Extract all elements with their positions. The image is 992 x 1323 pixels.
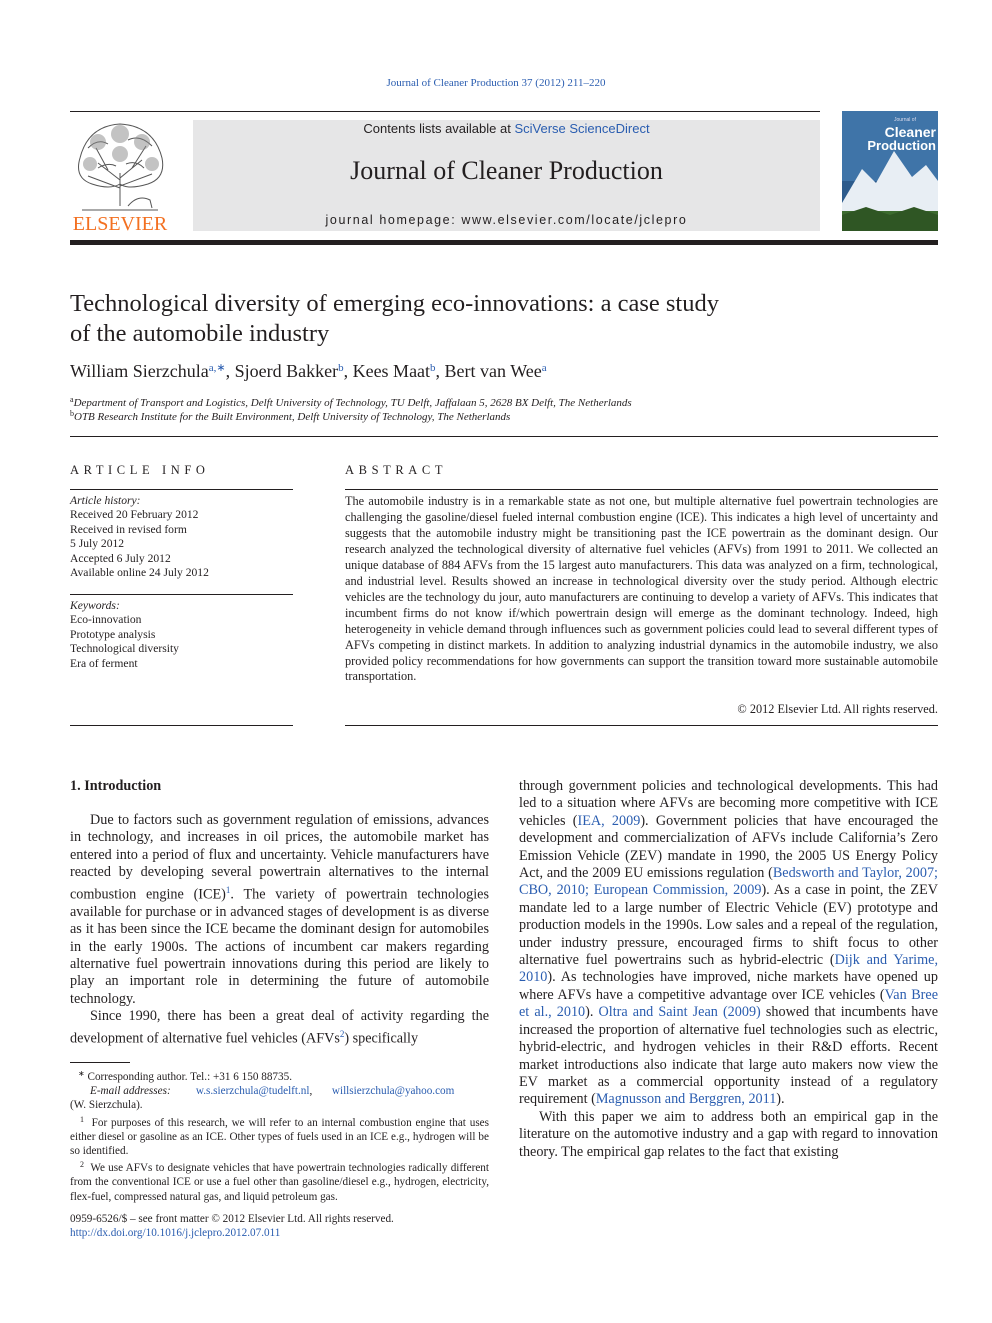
citation-link[interactable]: Bedsworth and Taylor, 2007; CBO, 2010; European Commission, 2009 <box>519 865 938 899</box>
intro-text: through government policies and technological developments. This had led to a situation where AFVs are becoming more competitive with ICE vehicles ( <box>519 778 938 829</box>
cover-journal-of: Journal of <box>894 117 916 123</box>
intro-text: ). <box>585 1004 599 1021</box>
author-affiliation-mark[interactable]: a,∗ <box>208 362 226 374</box>
author-affiliation-mark[interactable]: b <box>338 362 344 374</box>
keywords-label: Keywords: <box>70 599 120 612</box>
intro-text: Due to factors such as government regulation of emissions, advances in technology, and increases in oil prices, the automobile market has entered into a period of flux and uncertainty. Vehicle manufacturers have reacted by developing several powertrain alternatives to the internal combustion engine (ICE) <box>70 812 489 903</box>
intro-text: ). Government policies that have encouraged the development and commercialization of AFVs include California’s Zero Emission Vehicle (ZEV) mandate in 1990, the 2005 US Energy Policy Act, and the 2009 EU emissions regulation ( <box>519 812 938 882</box>
keyword: Era of ferment <box>70 656 138 670</box>
section-heading-introduction: 1. Introduction <box>70 778 162 794</box>
email-label: E-mail addresses: <box>90 1085 171 1098</box>
intro-right-column <box>519 778 938 1161</box>
author-name[interactable]: William Sierzchula <box>70 361 209 381</box>
intro-left-column <box>70 812 489 1048</box>
masthead-rule <box>70 240 938 245</box>
author-separator: , <box>343 361 353 381</box>
intro-text: ) specifically <box>344 1030 419 1047</box>
affiliation-mark: b <box>70 409 74 418</box>
cover-title-1: Cleaner <box>884 124 936 140</box>
affiliation-mark: a <box>70 395 74 404</box>
journal-cover-image <box>842 111 938 231</box>
contents-prefix: Contents lists available at <box>363 121 515 136</box>
citation-link[interactable]: Magnusson and Berggren, 2011 <box>595 1091 777 1108</box>
author-name[interactable]: Sjoerd Bakker <box>234 361 339 381</box>
footnote-email: E-mail addresses: w.s.sierzchula@tudelft.nl, willsierzchula@yahoo.com <box>90 1085 455 1098</box>
keyword: Technological diversity <box>70 642 179 656</box>
sciencedirect-link[interactable]: SciVerse ScienceDirect <box>514 121 650 136</box>
footnote-ref[interactable]: 2 <box>339 1028 345 1039</box>
intro-paragraph-4: With this paper we aim to address both an empirical gap in the literature on the automotive industry and a gap with regard to innovation theory. The empirical gap relates to the fact that existing <box>519 1108 938 1160</box>
history-item: Received in revised form <box>70 522 187 536</box>
intro-text: ). <box>776 1091 785 1108</box>
keywords <box>70 599 293 671</box>
journal-title: Journal of Cleaner Production <box>350 156 663 185</box>
email-link[interactable]: w.s.sierzchula@tudelft.nl <box>195 1085 310 1098</box>
citation-link[interactable]: Oltra and Saint Jean (2009) <box>598 1004 761 1021</box>
abstract-copyright: © 2012 Elsevier Ltd. All rights reserved. <box>737 702 938 716</box>
abstract-heading: ABSTRACT <box>345 463 448 477</box>
keyword: Prototype analysis <box>70 627 156 641</box>
keywords-rule <box>70 594 293 595</box>
article-title <box>70 289 930 349</box>
affiliation-text: Department of Transport and Logistics, Delft University of Technology, TU Delft, Jaffalaan 5, 2628 BX Delft, The Netherlands <box>73 397 632 409</box>
footnote-2: $^2$ We use AFVs to designate vehicles that have powertrain technologies radically different from the conventional ICE or use a fuel other than gasoline/diesel e.g., hydrogen, electricity, flex-fuel, compressed natural gas, and liquid petroleum gas. <box>70 1160 490 1203</box>
contents-line <box>193 121 820 136</box>
author-separator: , <box>225 361 235 381</box>
page-footer <box>70 1212 394 1240</box>
author-separator: , <box>435 361 445 381</box>
footnotes <box>70 1067 489 1204</box>
journal-homepage[interactable]: journal homepage: www.elsevier.com/locate/jclepro <box>325 213 688 227</box>
cover-title-2: Production <box>867 138 936 153</box>
abstract-bottom-rule <box>345 725 938 726</box>
author-affiliation-mark[interactable]: b <box>430 362 436 374</box>
intro-text: showed that incumbents have increased the proportion of alternative fuel technologies such as electric, hybrid-electric, and hydrogen vehicles in their R&D efforts. Recent market introductions also indicate that large auto makers now view the EV market as a commercial opportunity instead of a regulatory requirement ( <box>519 1004 938 1108</box>
history-item: Accepted 6 July 2012 <box>70 551 171 565</box>
footnote-text: We use AFVs to designate vehicles that have powertrain technologies radically different from the conventional ICE or use a fuel other than gasoline/diesel e.g., hydrogen, electricity, flex-fuel, compressed natural gas, and liquid petroleum gas. <box>70 1162 490 1203</box>
article-info-bottom-rule <box>70 725 293 726</box>
issn-line: 0959-6526/$ – see front matter © 2012 Elsevier Ltd. All rights reserved. <box>70 1213 394 1225</box>
footnote-rule <box>70 1062 130 1063</box>
footnote-text: For purposes of this research, we will refer to an internal combustion engine that uses either diesel or gasoline as an ICE. Other types of fuels used in an ICE e.g., hydrogen will be so identified. <box>70 1116 489 1158</box>
email-link[interactable]: willsierzchula@yahoo.com <box>331 1085 455 1098</box>
intro-paragraph-1 <box>70 812 489 1008</box>
header-rule <box>70 111 820 112</box>
abstract-rule <box>345 489 938 490</box>
history-item: 5 July 2012 <box>70 537 125 551</box>
affiliation-b <box>70 409 930 423</box>
citation-link[interactable]: Van Bree et al., 2010 <box>519 986 938 1021</box>
journal-citation[interactable]: Journal of Cleaner Production 37 (2012) 211–220 <box>386 77 606 89</box>
doi-link[interactable]: http://dx.doi.org/10.1016/j.jclepro.2012.07.011 <box>70 1227 281 1240</box>
author-name[interactable]: Kees Maat <box>352 361 431 381</box>
author-affiliation-mark[interactable]: a <box>541 362 547 374</box>
abstract-text: The automobile industry is in a remarkable state as not one, but multiple alternative fuel powertrain technologies are challenging the gasoline/diesel fueled internal combustion engine (ICE). This indicates a high level of uncertainty and suggests that the automobile industry might be transitioning past the ICE powertrain as the dominant design. Our research analyzed the technological diversity of alternative fuel vehicles (AFVs) from 1991 to 2011. We collected an unique database of 884 AFVs from the 15 largest auto manufacturers. This data was analyzed on a firm, technological, and industrial level. Results showed an increase in technological diversity over the study period. Although electric vehicles are the technology du jour, auto manufacturers are continuing to develop a variety of AFVs. This indicates that incumbent firms do not know if/which powertrain design will emerge as the dominant technology. Indeed, high heterogeneity in vehicle demand through influences such as government policies could lead to several different types of AFVs competing in distinct markets. In addition to analyzing industrial dynamics in the automobile industry, we also provided policy recommendations for how governments can support the transition toward more sustainable automobile transportation. <box>345 494 938 684</box>
citation-link[interactable]: Dijk and Yarime, 2010 <box>519 952 938 986</box>
affiliation-text: OTB Research Institute for the Built Environment, Delft University of Technology, The Netherlands <box>74 411 511 423</box>
footnote-text: Corresponding author. Tel.: +31 6 150 88735. <box>87 1071 293 1083</box>
article-title-line-2: of the automobile industry <box>70 320 330 347</box>
citation-link[interactable]: IEA, 2009 <box>577 812 641 829</box>
article-history-label: Article history: <box>70 494 141 507</box>
intro-text: . The variety of powertrain technologies available for purchase or in advanced stages of development is as diverse as it has been since the ICE became the dominant design for automobiles in the early 1900s. The actions of incumbent car makers regarding alternative fuel powertrain innovations during this period are likely to play an important role in determining the future of automobile technology. <box>70 886 490 1007</box>
footnote-ref[interactable]: 1 <box>225 884 231 895</box>
elsevier-wordmark: ELSEVIER <box>72 213 168 233</box>
article-info-rule <box>70 489 293 490</box>
footnote-corresponding: ∗ Corresponding author. Tel.: +31 6 150 88735. <box>78 1069 293 1083</box>
footnote-1: $^1$ For purposes of this research, we will refer to an internal combustion engine that uses either diesel or gasoline as an ICE. Other types of fuels used in an ICE e.g., hydrogen will be so identified. <box>70 1114 489 1158</box>
affiliation-a <box>70 395 930 409</box>
intro-paragraph-3 <box>519 778 938 1109</box>
keyword: Eco-innovation <box>70 613 142 627</box>
title-block-rule <box>70 436 938 437</box>
article-history <box>70 494 293 580</box>
intro-text: Since 1990, there has been a great deal of activity regarding the development of alternative fuel vehicles (AFVs <box>70 1008 489 1047</box>
article-info-heading: ARTICLE INFO <box>70 463 210 477</box>
history-item: Available online 24 July 2012 <box>70 566 209 580</box>
footnote-email-tail: (W. Sierzchula). <box>70 1099 143 1112</box>
author-list <box>70 361 930 382</box>
intro-paragraph-2 <box>70 1008 489 1048</box>
intro-text: ). As technologies have improved, niche markets have opened up where AFVs have a competitive advantage over ICE vehicles ( <box>519 969 938 1003</box>
history-item: Received 20 February 2012 <box>70 508 199 522</box>
article-title-line-1: Technological diversity of emerging eco-innovations: a case study <box>70 290 719 317</box>
intro-text: ). As a case in point, the ZEV mandate led to a large number of Electric Vehicle (EV) prototype and production models in the 1990s. Low sales and a repeal of the regulation, under industry pressure, encouraged firms to shift focus to other alternative fuel powertrains such as hybrid-electric ( <box>519 882 939 969</box>
elsevier-logo <box>68 118 172 233</box>
author-name[interactable]: Bert van Wee <box>444 361 542 381</box>
